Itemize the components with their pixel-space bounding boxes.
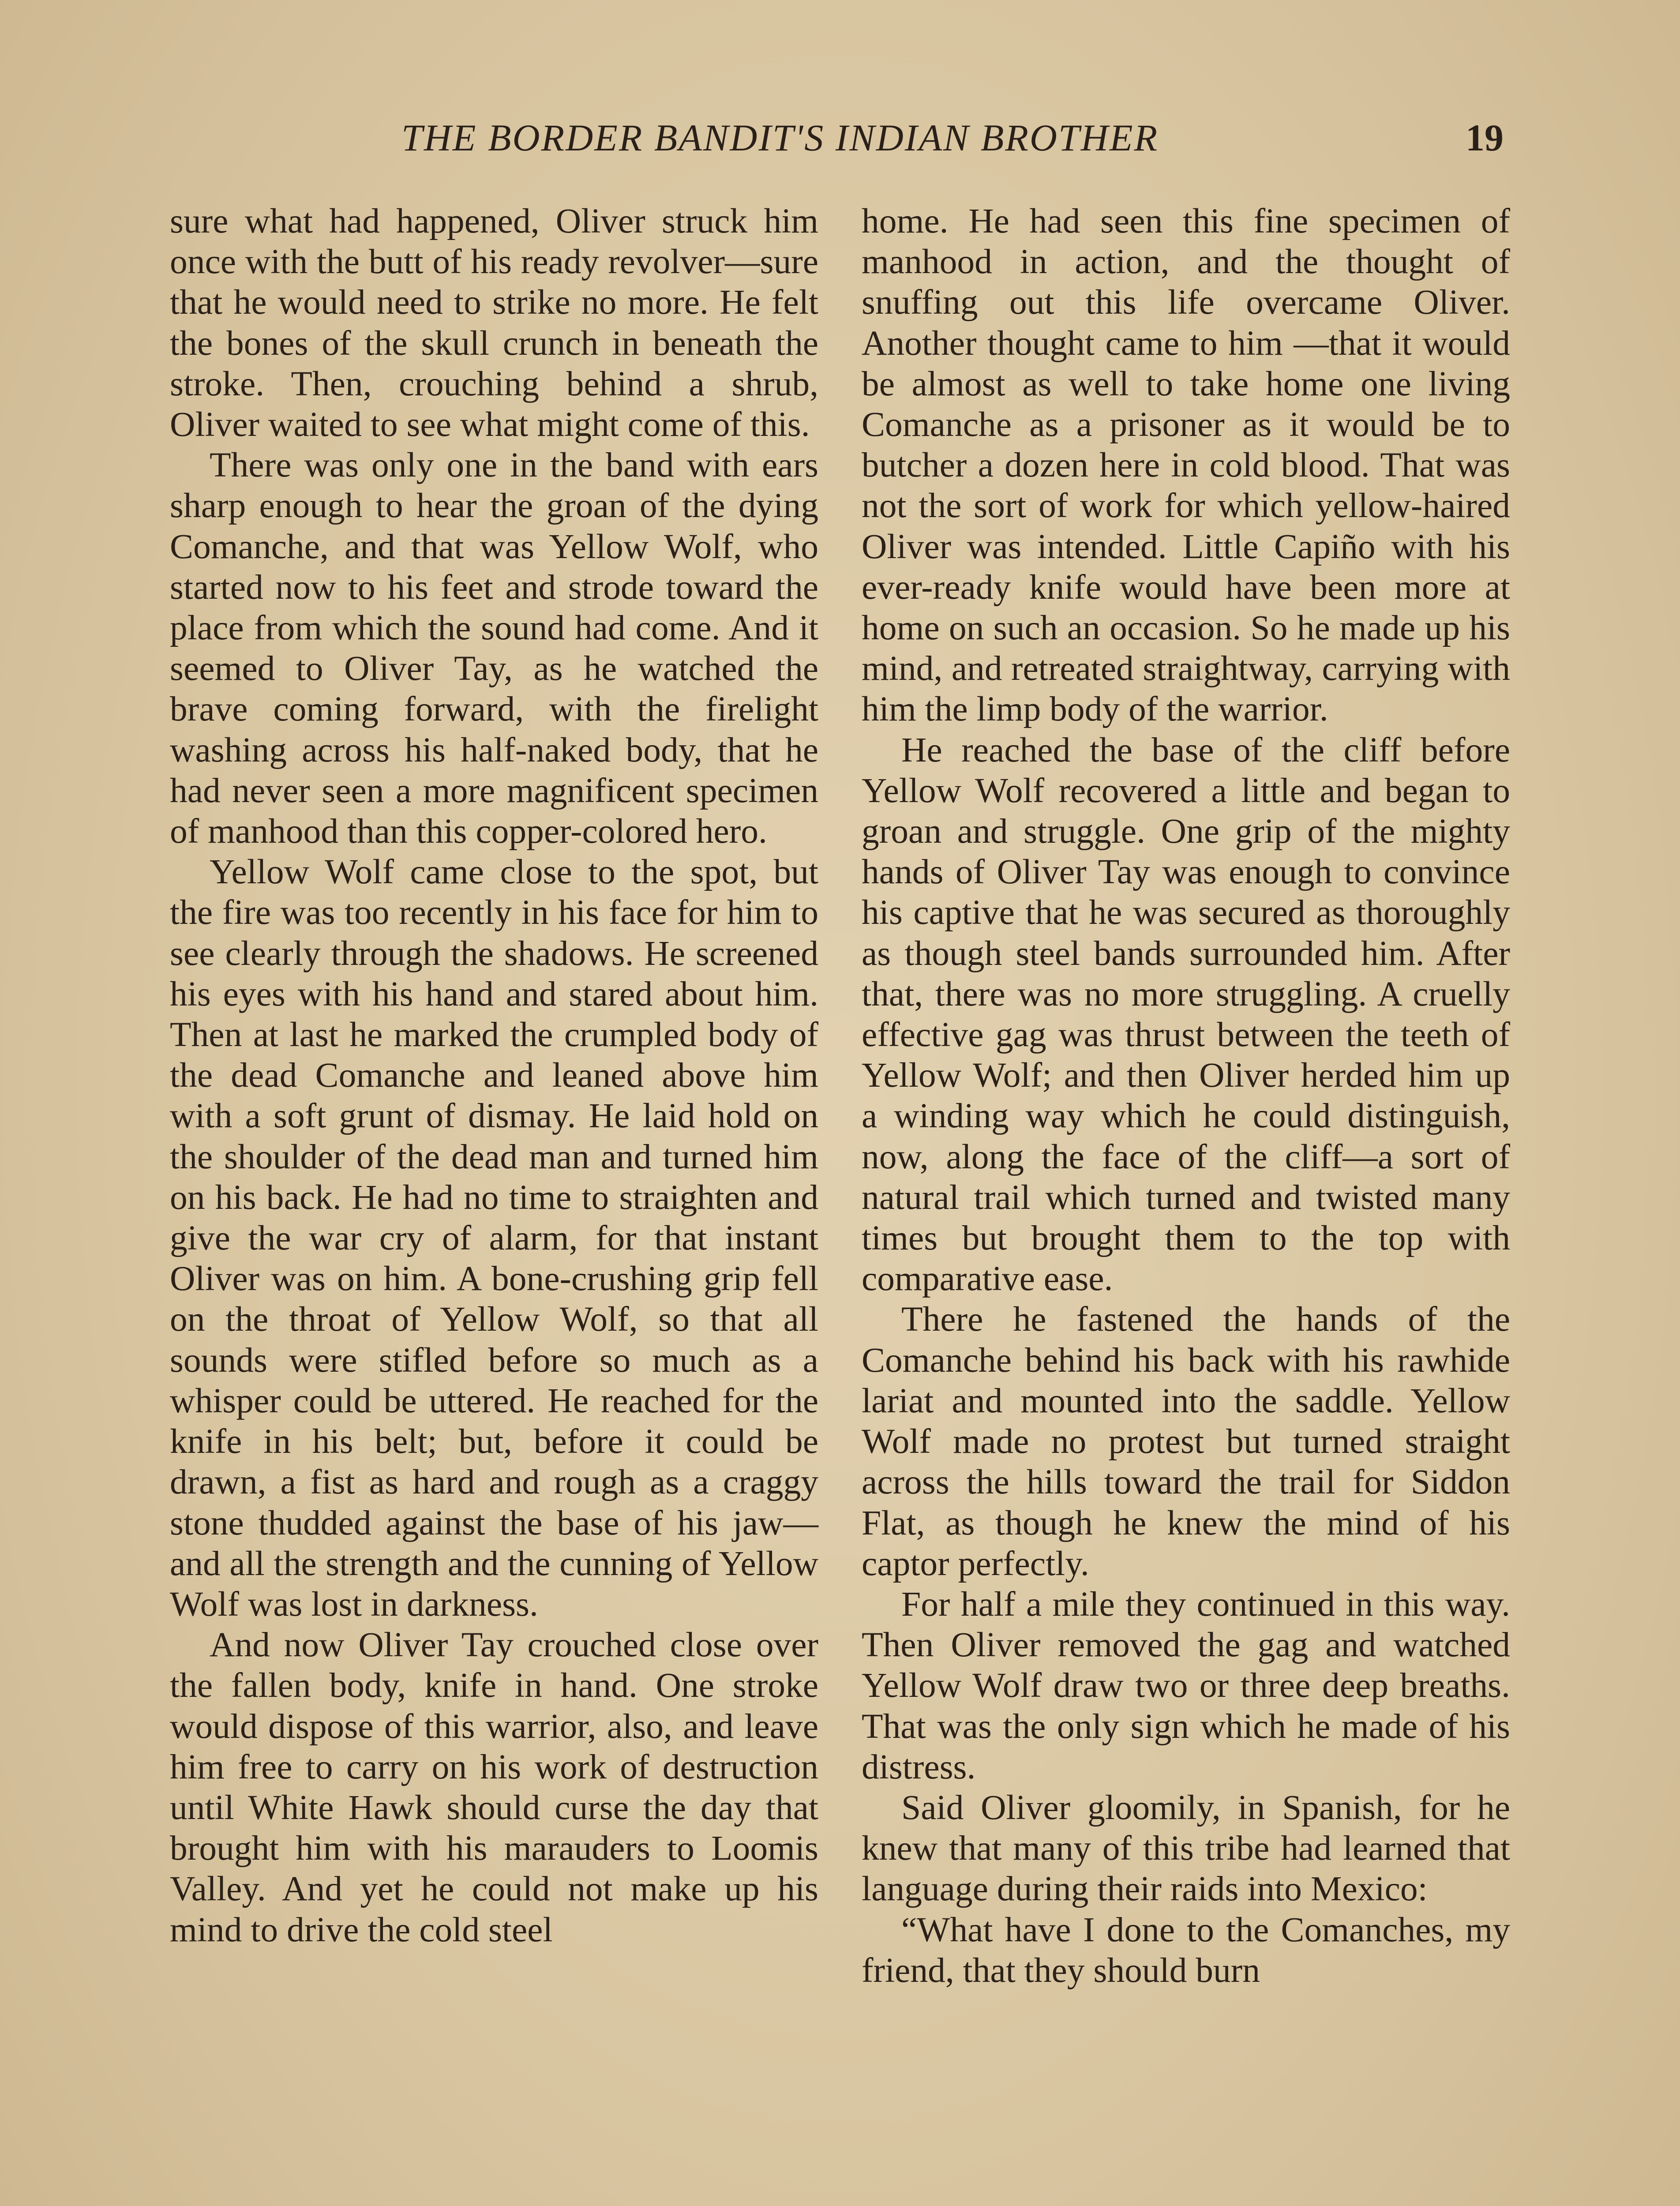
running-title: THE BORDER BANDIT'S INDIAN BROTHER <box>401 116 1159 159</box>
paragraph: For half a mile they continued in this way. Then Oliver removed the gag and watched Yellow Wolf draw two or three deep breaths. That was the only sign which he made of his distress. <box>862 1584 1510 1786</box>
paragraph: There was only one in the band with ears sharp enough to hear the groan of the dying Comanche, and that was Yellow Wolf, who started now to his feet and strode toward the place from which the sound had come. And it seemed to Oliver Tay, as he watched the brave coming forward, with the firelight washing across his half-naked body, that he had never seen a more magnificent specimen of manhood than this copper-colored hero. <box>170 446 818 851</box>
paragraph: home. He had seen this fine specimen of manhood in action, and the thought of snuffing out this life overcame Oliver. Another thought came to him —that it would be almost as well to take home one living Comanche as a prisoner as it would be to butcher a dozen here in cold blood. That was not the sort of work for which yellow-haired Oliver was intended. Little Capiño with his ever-ready knife would have been more at home on such an occasion. So he made up his mind, and retreated straightway, carrying with him the limp body of the warrior. <box>862 202 1510 729</box>
paragraph: And now Oliver Tay crouched close over the fallen body, knife in hand. One stroke would dispose of this warrior, also, and leave him free to carry on his work of destruction until White Hawk should curse the day that brought him with his marauders to Loomis Valley. And yet he could not make up his mind to drive the cold steel <box>170 1625 818 1949</box>
paragraph: He reached the base of the cliff before Yellow Wolf recovered a little and began to groan and struggle. One grip of the mighty hands of Oliver Tay was enough to convince his captive that he was secured as thoroughly as though steel bands surrounded him. After that, there was no more struggling. A cruelly effective gag was thrust between the teeth of Yellow Wolf; and then Oliver herded him up a winding way which he could distinguish, now, along the face of the cliff—a sort of natural trail which turned and twisted many times but brought them to the top with comparative ease. <box>862 730 1510 1298</box>
paragraph: There he fastened the hands of the Comanche behind his back with his rawhide lariat and mounted into the saddle. Yellow Wolf made no protest but turned straight across the hills toward the trail for Siddon Flat, as though he knew the mind of his captor perfectly. <box>862 1300 1510 1583</box>
page-number: 19 <box>1466 116 1504 159</box>
paragraph: sure what had happened, Oliver struck him once with the butt of his ready revolver—sure that he would need to strike no more. He felt the bones of the skull crunch in beneath the stroke. Then, crouching behind a shrub, Oliver waited to see what might come of this. <box>170 202 818 444</box>
paragraph: Yellow Wolf came close to the spot, but the fire was too recently in his face for him to see clearly through the shadows. He screened his eyes with his hand and stared about him. Then at last he marked the crumpled body of the dead Comanche and leaned above him with a soft grunt of dismay. He laid hold on the shoulder of the dead man and turned him on his back. He had no time to straighten and give the war cry of alarm, for that instant Oliver was on him. A bone-crushing grip fell on the throat of Yellow Wolf, so that all sounds were stifled before so much as a whisper could be uttered. He reached for the knife in his belt; but, before it could be drawn, a fist as hard and rough as a craggy stone thudded against the base of his jaw—and all the strength and the cunning of Yellow Wolf was lost in darkness. <box>170 852 818 1624</box>
right-column <box>862 201 1510 1991</box>
page-header <box>0 116 1680 182</box>
paragraph: Said Oliver gloomily, in Spanish, for he knew that many of this tribe had learned that language during their raids into Mexico: <box>862 1788 1510 1909</box>
paragraph: “What have I done to the Comanches, my friend, that they should burn <box>862 1910 1510 1990</box>
left-column <box>170 201 818 1950</box>
